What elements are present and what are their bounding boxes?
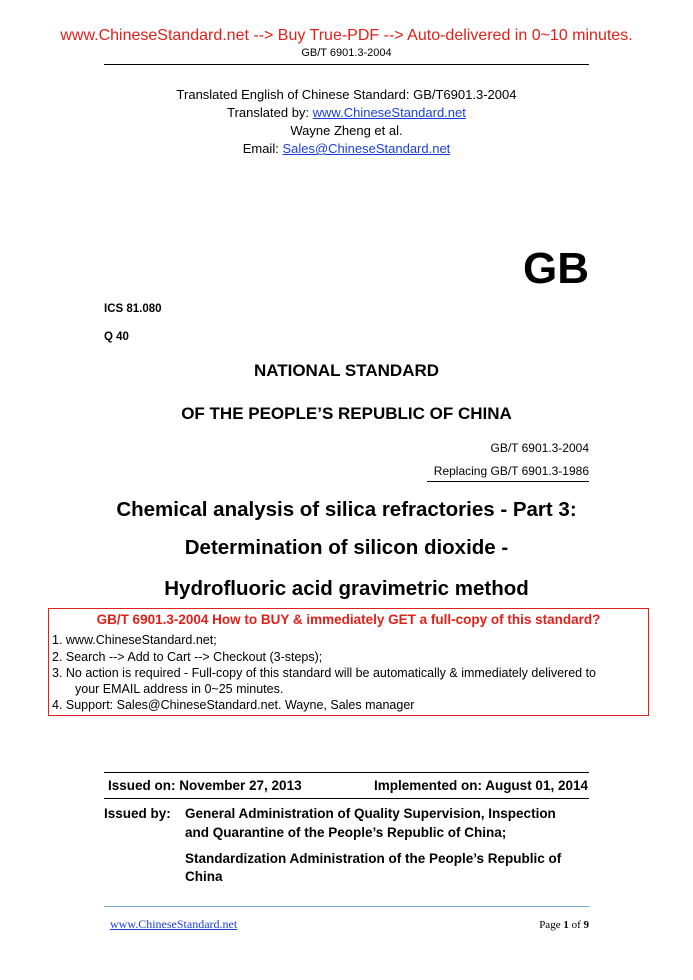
title-line-1: Chemical analysis of silica refractories - Part 3:	[116, 498, 577, 521]
page-mid: of	[568, 919, 584, 931]
page-number	[539, 919, 589, 931]
republic-heading: OF THE PEOPLE’S REPUBLIC OF CHINA	[181, 404, 512, 423]
issuer-line-4: China	[185, 869, 223, 884]
translator-author: Wayne Zheng et al.	[290, 123, 403, 138]
issuer-line-3: Standardization Administration of the People’s Republic of	[185, 851, 562, 866]
page-total: 9	[583, 919, 589, 931]
q-code: Q 40	[104, 331, 129, 343]
email-line	[0, 141, 693, 156]
ics-code: ICS 81.080	[104, 303, 162, 315]
issuer-line-1: General Administration of Quality Supervision, Inspection	[185, 806, 556, 821]
implemented-on: Implemented on: August 01, 2014	[373, 778, 588, 793]
header-divider	[104, 64, 589, 65]
promo-banner[interactable]: www.ChineseStandard.net --> Buy True-PDF --> Auto-delivered in 0~10 minutes.	[60, 27, 633, 44]
page-current: 1	[563, 919, 569, 931]
translation-line: Translated English of Chinese Standard: GB/T6901.3-2004	[176, 87, 517, 102]
standard-code: GB/T 6901.3-2004	[490, 441, 589, 455]
issue-bottom-divider	[104, 798, 589, 799]
page-prefix: Page	[539, 919, 564, 931]
replacing-code: Replacing GB/T 6901.3-1986	[433, 464, 589, 478]
footer-link[interactable]: www.ChineseStandard.net	[110, 917, 238, 931]
title-line-3: Hydrofluoric acid gravimetric method	[164, 577, 529, 600]
buy-step-4: 4. Support: Sales@ChineseStandard.net. Wayne, Sales manager	[52, 698, 415, 712]
buy-step-1: 1. www.ChineseStandard.net;	[52, 633, 217, 647]
title-line-2: Determination of silicon dioxide -	[184, 536, 509, 559]
translator-link[interactable]: www.ChineseStandard.net	[312, 105, 466, 120]
issued-on: Issued on: November 27, 2013	[108, 778, 302, 793]
gb-mark: GB	[523, 244, 589, 293]
buy-step-3-cont: your EMAIL address in 0~25 minutes.	[75, 682, 284, 696]
replacing-divider	[427, 481, 589, 482]
email-link[interactable]: Sales@ChineseStandard.net	[282, 141, 451, 156]
issue-top-divider	[104, 772, 589, 773]
issuer-line-2: and Quarantine of the People’s Republic of China;	[185, 825, 507, 840]
header-standard-code: GB/T 6901.3-2004	[301, 47, 392, 59]
email-label: Email:	[242, 141, 283, 156]
buy-box-title: GB/T 6901.3-2004 How to BUY & immediately GET a full-copy of this standard?	[96, 612, 601, 627]
footer-divider	[104, 906, 589, 907]
buy-step-3: 3. No action is required - Full-copy of this standard will be automatically & immediately delivered to	[52, 666, 596, 680]
national-standard-heading: NATIONAL STANDARD	[253, 361, 440, 380]
translated-by-line	[0, 105, 693, 120]
buy-step-2: 2. Search --> Add to Cart --> Checkout (3-steps);	[52, 650, 323, 664]
issued-by-label: Issued by:	[104, 806, 171, 821]
translated-by-label: Translated by:	[227, 105, 313, 120]
